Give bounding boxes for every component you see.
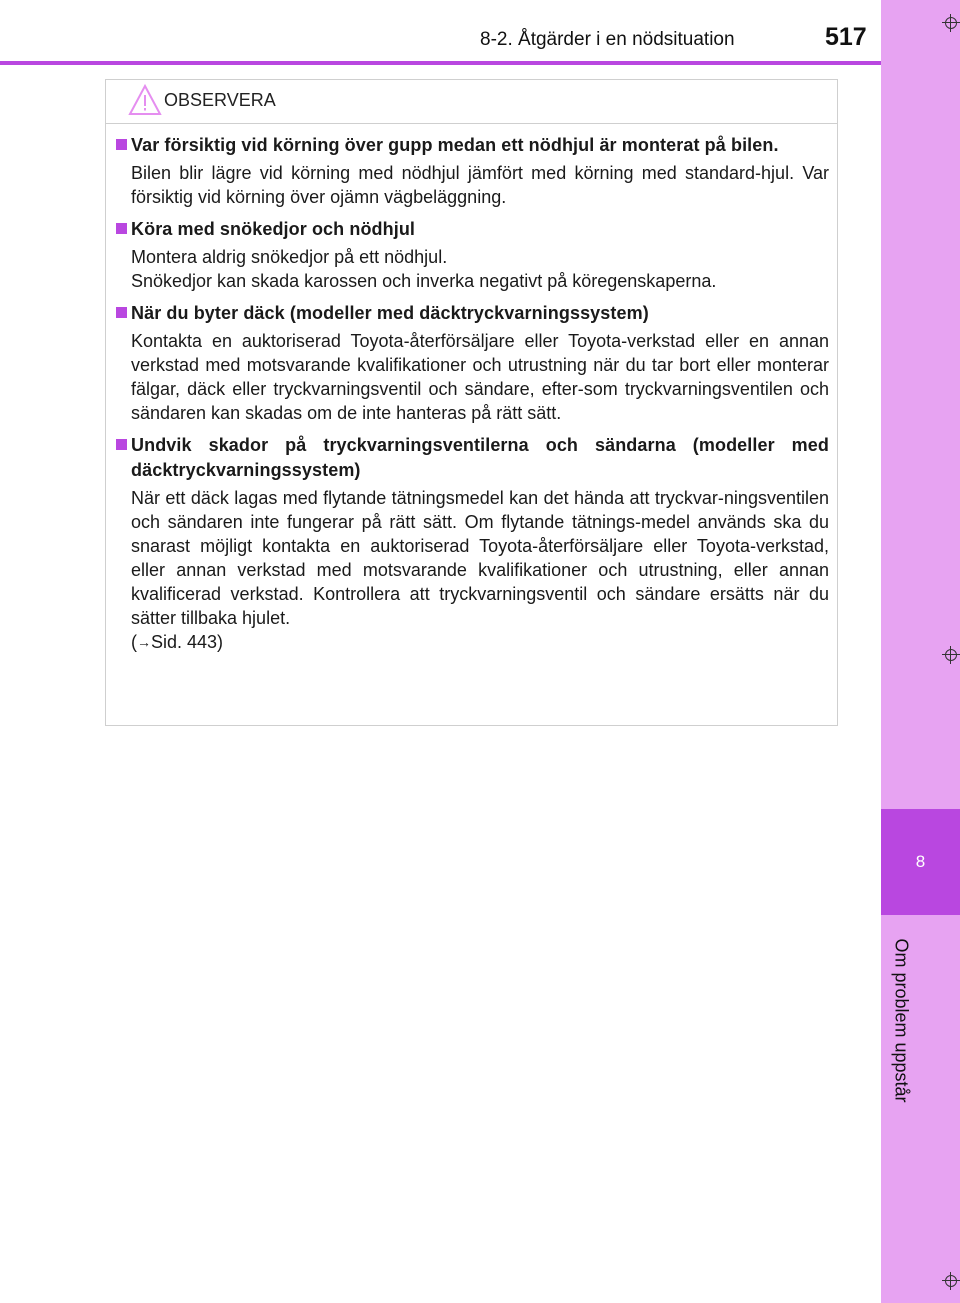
caution-item — [131, 217, 829, 293]
header-rule — [0, 61, 881, 65]
square-bullet-icon — [116, 439, 127, 450]
caution-item — [131, 133, 829, 209]
section-title: 8-2. Åtgärder i en nödsituation — [480, 29, 735, 50]
caution-item-text: Kontakta en auktoriserad Toyota-återförsäljare eller Toyota-verkstad eller en annan verkstad med motsvarande kvalifikationer och utrustning när du tar bort eller monterar fälgar, däck eller tryckvarningsventil och sändare, efter-som tryckvarningsventilen och sändaren kan skadas om de inte hanteras på rätt sätt. — [131, 331, 829, 423]
caution-item-text: Bilen blir lägre vid körning med nödhjul jämfört med körning med standard-hjul. Var försiktig vid körning över ojämn vägbeläggning. — [131, 163, 829, 207]
chapter-number: 8 — [915, 852, 926, 871]
caution-item-text: Montera aldrig snökedjor på ett nödhjul. — [131, 247, 448, 267]
registration-mark-icon — [942, 14, 960, 32]
registration-mark-icon — [942, 646, 960, 664]
caution-item-title: Var försiktig vid körning över gupp medan ett nödhjul är monterat på bilen. — [131, 135, 779, 155]
square-bullet-icon — [116, 139, 127, 150]
page-number: 517 — [825, 23, 867, 51]
chapter-side-label — [884, 927, 918, 1113]
reference-text: Sid. 443) — [151, 632, 224, 652]
caution-item — [131, 433, 829, 654]
registration-mark-icon — [942, 1272, 960, 1290]
caution-box — [105, 79, 838, 726]
reference-open: ( — [131, 632, 137, 652]
caution-item-title: När du byter däck (modeller med däcktryckvarningssystem) — [131, 303, 649, 323]
square-bullet-icon — [116, 223, 127, 234]
caution-header — [106, 80, 837, 124]
square-bullet-icon — [116, 307, 127, 318]
chapter-title: Om problem uppstår — [891, 937, 912, 1103]
warning-triangle-icon — [128, 84, 162, 116]
caution-content — [106, 124, 837, 654]
arrow-right-icon: → — [137, 634, 151, 650]
chapter-number-box — [881, 809, 960, 915]
page-reference — [131, 630, 829, 654]
caution-item-text: Snökedjor kan skada karossen och inverka negativt på köregenskaperna. — [131, 271, 717, 291]
caution-item-text: När ett däck lagas med flytande tätningsmedel kan det hända att tryckvar-ningsventilen och sändaren inte fungerar på rätt sätt. Om flytande tätnings-medel används ska du snarast möjligt kontakta en auktoriserad Toyota-återförsäljare eller Toyota-verkstad, eller annan verkstad med motsvarande kvalifikationer och utrustning, eller annan kvalificerad verkstad. Kontrollera att tryckvarningsventil och sändare ersätts när du sätter tillbaka hjulet. — [131, 488, 829, 628]
caution-item-title: Köra med snökedjor och nödhjul — [131, 219, 416, 239]
caution-item — [131, 301, 829, 425]
caution-heading: OBSERVERA — [164, 90, 276, 110]
caution-item-title: Undvik skador på tryckvarningsventilerna och sändarna (modeller med däcktryckvarningssystem) — [131, 435, 829, 480]
